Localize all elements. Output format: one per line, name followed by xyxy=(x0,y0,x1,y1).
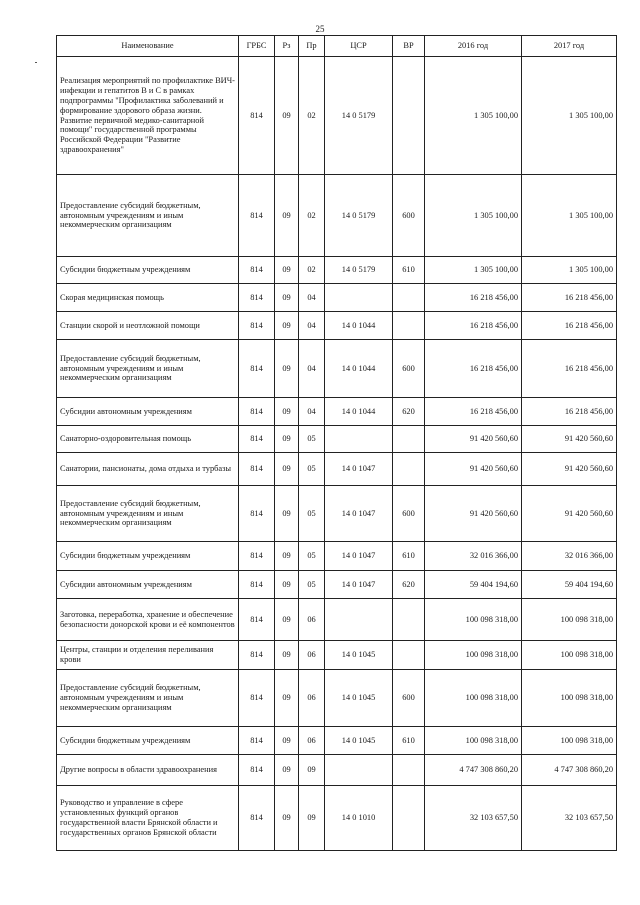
cell-csr: 14 0 1047 xyxy=(325,571,393,599)
cell-name: Предоставление субсидий бюджетным, автономным учреждениям и иным некоммерческим организациям xyxy=(57,670,239,727)
table-row xyxy=(57,312,617,340)
cell-pr: 04 xyxy=(299,340,325,398)
cell-name: Реализация мероприятий по профилактике ВИЧ-инфекции и гепатитов B и C в рамках подпрограммы "Профилактика заболеваний и формирование здорового образа жизни. Развитие первичной медико-санитарной помощи" государственной программы Российской Федерации "Развитие здравоохранения" xyxy=(57,57,239,175)
cell-vr: 600 xyxy=(393,340,425,398)
cell-rz: 09 xyxy=(275,312,299,340)
cell-rz: 09 xyxy=(275,599,299,641)
cell-vr xyxy=(393,57,425,175)
cell-name: Субсидии автономным учреждениям xyxy=(57,398,239,426)
cell-csr xyxy=(325,755,393,786)
cell-grbs: 814 xyxy=(239,175,275,257)
table-row xyxy=(57,57,617,175)
cell-grbs: 814 xyxy=(239,542,275,571)
cell-vr: 610 xyxy=(393,542,425,571)
cell-2016: 91 420 560,60 xyxy=(425,426,522,453)
cell-rz: 09 xyxy=(275,426,299,453)
cell-grbs: 814 xyxy=(239,727,275,755)
cell-rz: 09 xyxy=(275,727,299,755)
cell-rz: 09 xyxy=(275,670,299,727)
cell-csr: 14 0 1044 xyxy=(325,312,393,340)
cell-csr: 14 0 1047 xyxy=(325,453,393,486)
cell-vr xyxy=(393,641,425,670)
cell-2016: 32 103 657,50 xyxy=(425,786,522,851)
cell-pr: 05 xyxy=(299,542,325,571)
cell-2017: 16 218 456,00 xyxy=(522,340,617,398)
cell-grbs: 814 xyxy=(239,599,275,641)
cell-grbs: 814 xyxy=(239,284,275,312)
cell-name: Заготовка, переработка, хранение и обеспечение безопасности донорской крови и её компонентов xyxy=(57,599,239,641)
cell-vr: 610 xyxy=(393,257,425,284)
table-row xyxy=(57,426,617,453)
cell-grbs: 814 xyxy=(239,486,275,542)
cell-name: Субсидии бюджетным учреждениям xyxy=(57,257,239,284)
cell-vr: 600 xyxy=(393,670,425,727)
cell-2016: 1 305 100,00 xyxy=(425,57,522,175)
cell-csr: 14 0 1045 xyxy=(325,670,393,727)
scan-speck xyxy=(35,62,37,63)
cell-rz: 09 xyxy=(275,175,299,257)
cell-rz: 09 xyxy=(275,453,299,486)
cell-grbs: 814 xyxy=(239,571,275,599)
budget-table xyxy=(56,35,617,851)
cell-2016: 100 098 318,00 xyxy=(425,670,522,727)
cell-csr: 14 0 5179 xyxy=(325,57,393,175)
cell-2017: 100 098 318,00 xyxy=(522,727,617,755)
cell-pr: 05 xyxy=(299,453,325,486)
cell-name: Санаторно-оздоровительная помощь xyxy=(57,426,239,453)
cell-pr: 05 xyxy=(299,571,325,599)
cell-vr xyxy=(393,599,425,641)
cell-pr: 04 xyxy=(299,398,325,426)
cell-pr: 09 xyxy=(299,786,325,851)
cell-2016: 16 218 456,00 xyxy=(425,312,522,340)
col-header-name: Наименование xyxy=(57,36,239,57)
cell-csr xyxy=(325,284,393,312)
cell-2016: 16 218 456,00 xyxy=(425,340,522,398)
cell-grbs: 814 xyxy=(239,312,275,340)
cell-2017: 1 305 100,00 xyxy=(522,57,617,175)
cell-rz: 09 xyxy=(275,340,299,398)
cell-pr: 09 xyxy=(299,755,325,786)
cell-grbs: 814 xyxy=(239,57,275,175)
cell-vr xyxy=(393,426,425,453)
cell-2017: 59 404 194,60 xyxy=(522,571,617,599)
cell-2016: 91 420 560,60 xyxy=(425,486,522,542)
col-header-2017: 2017 год xyxy=(522,36,617,57)
cell-rz: 09 xyxy=(275,57,299,175)
cell-csr: 14 0 1045 xyxy=(325,727,393,755)
table-row xyxy=(57,727,617,755)
col-header-vr: ВР xyxy=(393,36,425,57)
cell-2016: 100 098 318,00 xyxy=(425,727,522,755)
cell-2017: 4 747 308 860,20 xyxy=(522,755,617,786)
cell-pr: 06 xyxy=(299,670,325,727)
cell-csr: 14 0 5179 xyxy=(325,175,393,257)
cell-pr: 02 xyxy=(299,175,325,257)
cell-vr xyxy=(393,755,425,786)
cell-pr: 06 xyxy=(299,599,325,641)
cell-name: Предоставление субсидий бюджетным, автономным учреждениям и иным некоммерческим организациям xyxy=(57,486,239,542)
cell-rz: 09 xyxy=(275,786,299,851)
cell-name: Субсидии бюджетным учреждениям xyxy=(57,542,239,571)
cell-rz: 09 xyxy=(275,257,299,284)
table-row xyxy=(57,257,617,284)
cell-rz: 09 xyxy=(275,641,299,670)
cell-vr: 620 xyxy=(393,571,425,599)
table-row xyxy=(57,599,617,641)
cell-grbs: 814 xyxy=(239,670,275,727)
cell-2016: 16 218 456,00 xyxy=(425,398,522,426)
cell-2017: 32 016 366,00 xyxy=(522,542,617,571)
cell-2016: 91 420 560,60 xyxy=(425,453,522,486)
cell-name: Руководство и управление в сфере установленных функций органов государственной власти Брянской области и государственных органов Брянской области xyxy=(57,786,239,851)
table-row xyxy=(57,175,617,257)
table-row xyxy=(57,340,617,398)
cell-name: Субсидии автономным учреждениям xyxy=(57,571,239,599)
table-row xyxy=(57,571,617,599)
cell-name: Предоставление субсидий бюджетным, автономным учреждениям и иным некоммерческим организациям xyxy=(57,175,239,257)
cell-name: Санатории, пансионаты, дома отдыха и турбазы xyxy=(57,453,239,486)
cell-grbs: 814 xyxy=(239,398,275,426)
cell-csr: 14 0 1044 xyxy=(325,340,393,398)
cell-vr xyxy=(393,284,425,312)
col-header-rz: Рз xyxy=(275,36,299,57)
cell-pr: 02 xyxy=(299,57,325,175)
cell-rz: 09 xyxy=(275,398,299,426)
col-header-2016: 2016 год xyxy=(425,36,522,57)
cell-name: Субсидии бюджетным учреждениям xyxy=(57,727,239,755)
table-row xyxy=(57,786,617,851)
cell-csr: 14 0 1045 xyxy=(325,641,393,670)
cell-csr xyxy=(325,599,393,641)
cell-csr: 14 0 1044 xyxy=(325,398,393,426)
cell-2016: 32 016 366,00 xyxy=(425,542,522,571)
cell-grbs: 814 xyxy=(239,755,275,786)
cell-2016: 4 747 308 860,20 xyxy=(425,755,522,786)
cell-2016: 59 404 194,60 xyxy=(425,571,522,599)
cell-2017: 1 305 100,00 xyxy=(522,257,617,284)
cell-vr: 620 xyxy=(393,398,425,426)
cell-2017: 100 098 318,00 xyxy=(522,670,617,727)
cell-2017: 91 420 560,60 xyxy=(522,486,617,542)
table-body xyxy=(57,57,617,851)
cell-rz: 09 xyxy=(275,486,299,542)
cell-name: Станции скорой и неотложной помощи xyxy=(57,312,239,340)
cell-csr: 14 0 1010 xyxy=(325,786,393,851)
cell-2016: 100 098 318,00 xyxy=(425,599,522,641)
cell-grbs: 814 xyxy=(239,340,275,398)
table-row xyxy=(57,284,617,312)
cell-vr xyxy=(393,453,425,486)
cell-2016: 1 305 100,00 xyxy=(425,175,522,257)
cell-rz: 09 xyxy=(275,571,299,599)
cell-2017: 1 305 100,00 xyxy=(522,175,617,257)
cell-2017: 32 103 657,50 xyxy=(522,786,617,851)
cell-csr xyxy=(325,426,393,453)
cell-pr: 06 xyxy=(299,641,325,670)
cell-name: Скорая медицинская помощь xyxy=(57,284,239,312)
col-header-pr: Пр xyxy=(299,36,325,57)
cell-grbs: 814 xyxy=(239,426,275,453)
table-row xyxy=(57,755,617,786)
page-number: 25 xyxy=(315,24,325,34)
table-row xyxy=(57,542,617,571)
cell-name: Предоставление субсидий бюджетным, автономным учреждениям и иным некоммерческим организациям xyxy=(57,340,239,398)
cell-pr: 04 xyxy=(299,312,325,340)
cell-csr: 14 0 5179 xyxy=(325,257,393,284)
cell-rz: 09 xyxy=(275,284,299,312)
table-row xyxy=(57,486,617,542)
cell-name: Другие вопросы в области здравоохранения xyxy=(57,755,239,786)
cell-name: Центры, станции и отделения переливания крови xyxy=(57,641,239,670)
cell-2016: 100 098 318,00 xyxy=(425,641,522,670)
table-row xyxy=(57,670,617,727)
cell-2017: 16 218 456,00 xyxy=(522,284,617,312)
cell-grbs: 814 xyxy=(239,786,275,851)
cell-rz: 09 xyxy=(275,755,299,786)
cell-2017: 100 098 318,00 xyxy=(522,641,617,670)
cell-vr: 610 xyxy=(393,727,425,755)
cell-2017: 16 218 456,00 xyxy=(522,398,617,426)
col-header-csr: ЦСР xyxy=(325,36,393,57)
cell-vr xyxy=(393,312,425,340)
table-row xyxy=(57,641,617,670)
cell-csr: 14 0 1047 xyxy=(325,542,393,571)
cell-2017: 91 420 560,60 xyxy=(522,426,617,453)
cell-csr: 14 0 1047 xyxy=(325,486,393,542)
cell-pr: 06 xyxy=(299,727,325,755)
cell-2017: 100 098 318,00 xyxy=(522,599,617,641)
cell-grbs: 814 xyxy=(239,453,275,486)
cell-pr: 02 xyxy=(299,257,325,284)
cell-pr: 05 xyxy=(299,426,325,453)
cell-grbs: 814 xyxy=(239,257,275,284)
cell-2017: 16 218 456,00 xyxy=(522,312,617,340)
table-row xyxy=(57,453,617,486)
cell-pr: 05 xyxy=(299,486,325,542)
cell-vr: 600 xyxy=(393,175,425,257)
cell-2016: 1 305 100,00 xyxy=(425,257,522,284)
cell-vr: 600 xyxy=(393,486,425,542)
cell-grbs: 814 xyxy=(239,641,275,670)
cell-pr: 04 xyxy=(299,284,325,312)
cell-vr xyxy=(393,786,425,851)
cell-2016: 16 218 456,00 xyxy=(425,284,522,312)
cell-rz: 09 xyxy=(275,542,299,571)
cell-2017: 91 420 560,60 xyxy=(522,453,617,486)
table-row xyxy=(57,398,617,426)
col-header-grbs: ГРБС xyxy=(239,36,275,57)
header-row xyxy=(57,36,617,57)
